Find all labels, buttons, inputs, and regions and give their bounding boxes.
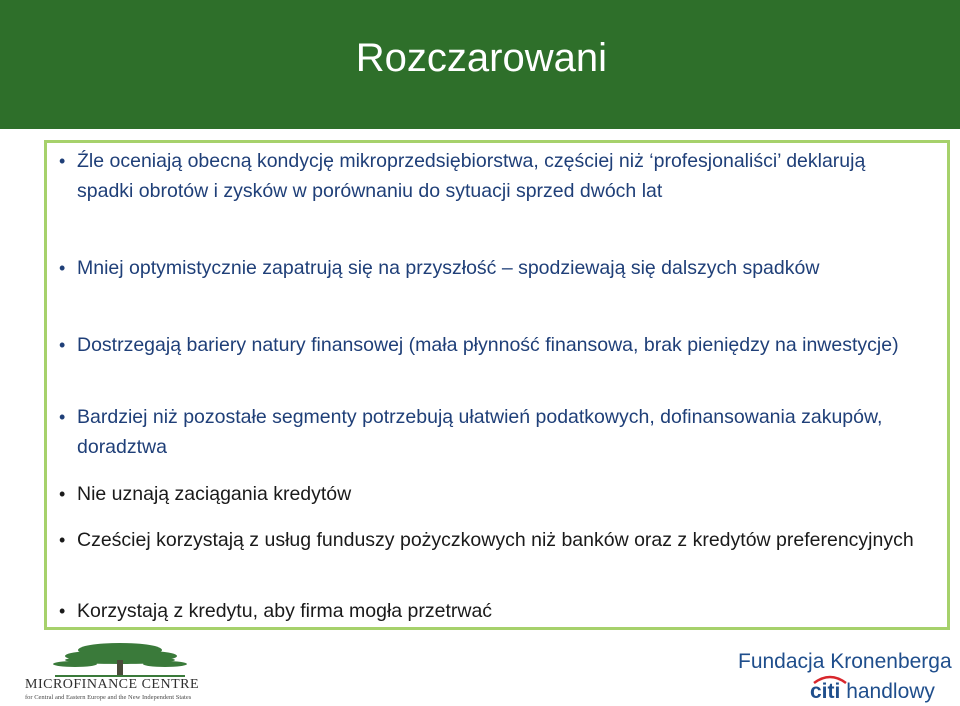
bullet-text: Bardziej niż pozostałe segmenty potrzebują ułatwień podatkowych, dofinansowania zakupów, doradztwa — [77, 406, 883, 458]
bullet-item — [59, 525, 919, 555]
bullet-item — [59, 146, 919, 206]
mfc-name: MICROFINANCE CENTRE — [25, 677, 200, 692]
bullet-dot-icon: • — [59, 530, 66, 550]
slide-title: Rozczarowani — [355, 36, 607, 80]
bullet-item — [59, 479, 919, 509]
bullet-text: Mniej optymistycznie zapatrują się na przyszłość – spodziewają się dalszych spadków — [77, 257, 820, 279]
bullet-item — [59, 330, 919, 360]
citi-text: citi — [810, 680, 841, 703]
mfc-tagline: for Central and Eastern Europe and the New Independent States — [25, 694, 192, 701]
bullet-item — [59, 596, 919, 626]
bullet-dot-icon: • — [59, 151, 66, 171]
bullet-item — [59, 253, 919, 283]
bullet-text: Nie uznają zaciągania kredytów — [77, 483, 352, 505]
bullet-dot-icon: • — [59, 601, 66, 621]
microfinance-centre-logo — [25, 640, 200, 702]
bullet-item — [59, 402, 919, 462]
citi-handlowy-logo — [810, 680, 935, 706]
bullet-dot-icon: • — [59, 335, 66, 355]
bullet-text: Dostrzegają bariery natury finansowej (mała płynność finansowa, brak pieniędzy na inwestycje) — [77, 334, 899, 356]
citi-arc-icon — [812, 674, 848, 684]
bullet-text: Korzystają z kredytu, aby firma mogła przetrwać — [77, 600, 493, 622]
bullet-dot-icon: • — [59, 258, 66, 278]
bullet-text: Cześciej korzystają z usług funduszy pożyczkowych niż banków oraz z kredytów preferencyjnych — [77, 529, 914, 551]
citi-wordmark — [810, 680, 846, 703]
tree-icon — [35, 640, 205, 678]
title-bar — [0, 0, 960, 129]
bullet-text: Źle oceniają obecną kondycję mikroprzedsiębiorstwa, częściej niż ‘profesjonaliści’ deklarują spadki obrotów i zysków w porównaniu do sytuacji sprzed dwóch lat — [77, 150, 866, 202]
handlowy-text: handlowy — [846, 680, 935, 703]
bullet-dot-icon: • — [59, 484, 66, 504]
bullet-dot-icon: • — [59, 407, 66, 427]
content-box — [44, 140, 950, 630]
fundacja-kronenberga-logo: Fundacja Kronenberga — [738, 650, 952, 673]
